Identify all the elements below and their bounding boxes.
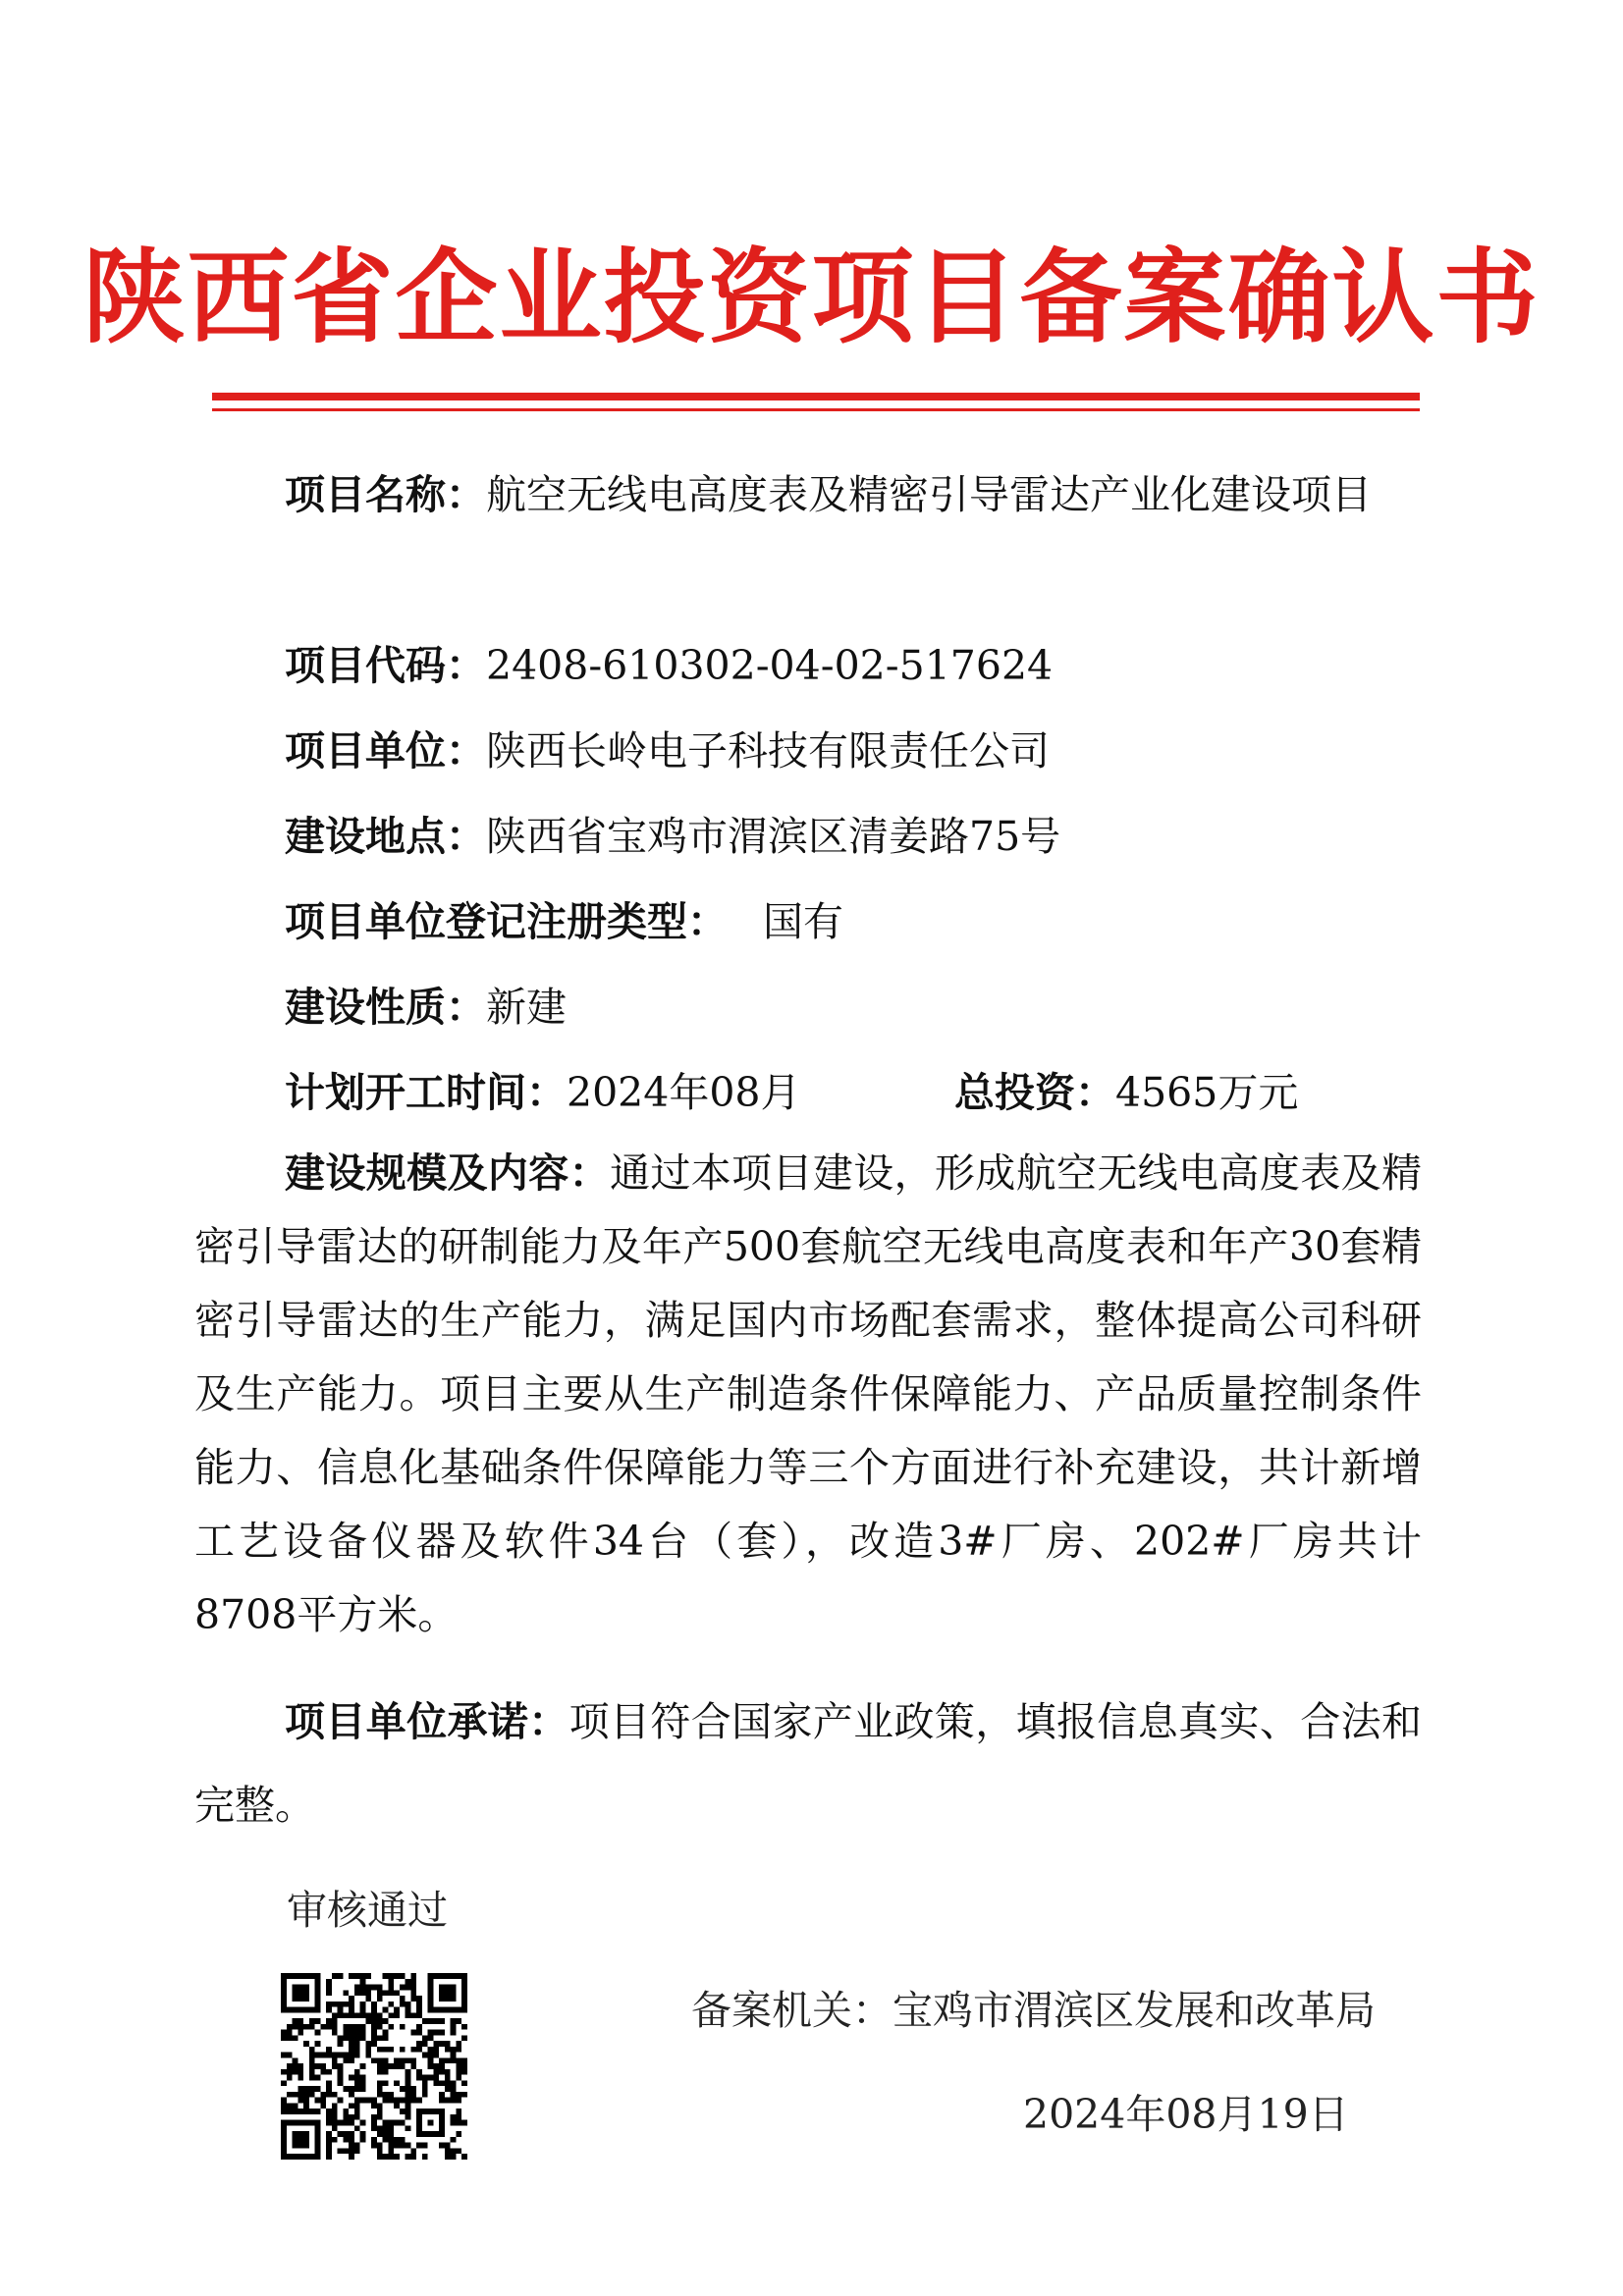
start-time-value: 2024年08月 xyxy=(567,1069,801,1116)
start-time-row xyxy=(285,1051,801,1135)
location-value: 陕西省宝鸡市渭滨区清姜路75号 xyxy=(486,813,1061,860)
review-status: 审核通过 xyxy=(287,1887,448,1934)
filing-date: 2024年08月19日 xyxy=(1023,2091,1349,2138)
commitment-section xyxy=(194,1681,1422,1847)
investment-value: 4565万元 xyxy=(1115,1069,1299,1116)
qr-code-icon xyxy=(281,1973,467,2160)
registration-type-label: 项目单位登记注册类型： xyxy=(285,898,728,945)
location-row xyxy=(285,795,1060,879)
start-time-label: 计划开工时间： xyxy=(285,1069,567,1116)
project-name-paragraph xyxy=(194,454,1422,537)
project-unit-row xyxy=(285,710,1050,793)
project-name-label: 项目名称： xyxy=(285,471,486,518)
scope-label: 建设规模及内容： xyxy=(285,1149,610,1197)
investment-row xyxy=(954,1051,1298,1135)
registration-type-value: 国有 xyxy=(763,898,843,945)
scope-section xyxy=(194,1137,1422,1652)
scope-paragraph xyxy=(194,1137,1422,1652)
project-code-row xyxy=(285,624,1053,708)
title-divider-thick xyxy=(212,393,1420,400)
commitment-value: 项目符合国家产业政策，填报信息真实、合法和完整。 xyxy=(194,1698,1422,1829)
project-code-value: 2408-610302-04-02-517624 xyxy=(486,642,1054,689)
project-name-value: 航空无线电高度表及精密引导雷达产业化建设项目 xyxy=(486,471,1372,518)
nature-row xyxy=(285,966,567,1049)
commitment-label: 项目单位承诺： xyxy=(285,1698,569,1745)
nature-label: 建设性质： xyxy=(285,984,486,1031)
nature-value: 新建 xyxy=(486,984,567,1031)
project-unit-value: 陕西长岭电子科技有限责任公司 xyxy=(486,727,1050,774)
project-name-section xyxy=(194,454,1422,537)
project-code-label: 项目代码： xyxy=(285,642,486,689)
location-label: 建设地点： xyxy=(285,813,486,860)
investment-label: 总投资： xyxy=(954,1069,1115,1116)
commitment-paragraph xyxy=(194,1681,1422,1847)
filing-authority: 备案机关：宝鸡市渭滨区发展和改革局 xyxy=(691,1987,1376,2034)
registration-type-row xyxy=(285,881,843,964)
document-title: 陕西省企业投资项目备案确认书 xyxy=(82,238,1541,357)
title-divider-thin xyxy=(212,408,1420,411)
project-unit-label: 项目单位： xyxy=(285,727,486,774)
scope-value: 通过本项目建设，形成航空无线电高度表及精密引导雷达的研制能力及年产500套航空无线电高度表和年产30套精密引导雷达的生产能力，满足国内市场配套需求，整体提高公司科研及生产能力。项目主要从生产制造条件保障能力、产品质量控制条件能力、信息化基础条件保障能力等三个方面进行补充建设，共计新增工艺设备仪器及软件34台（套），改造3#厂房、202#厂房共计8708平方米。 xyxy=(194,1149,1423,1638)
